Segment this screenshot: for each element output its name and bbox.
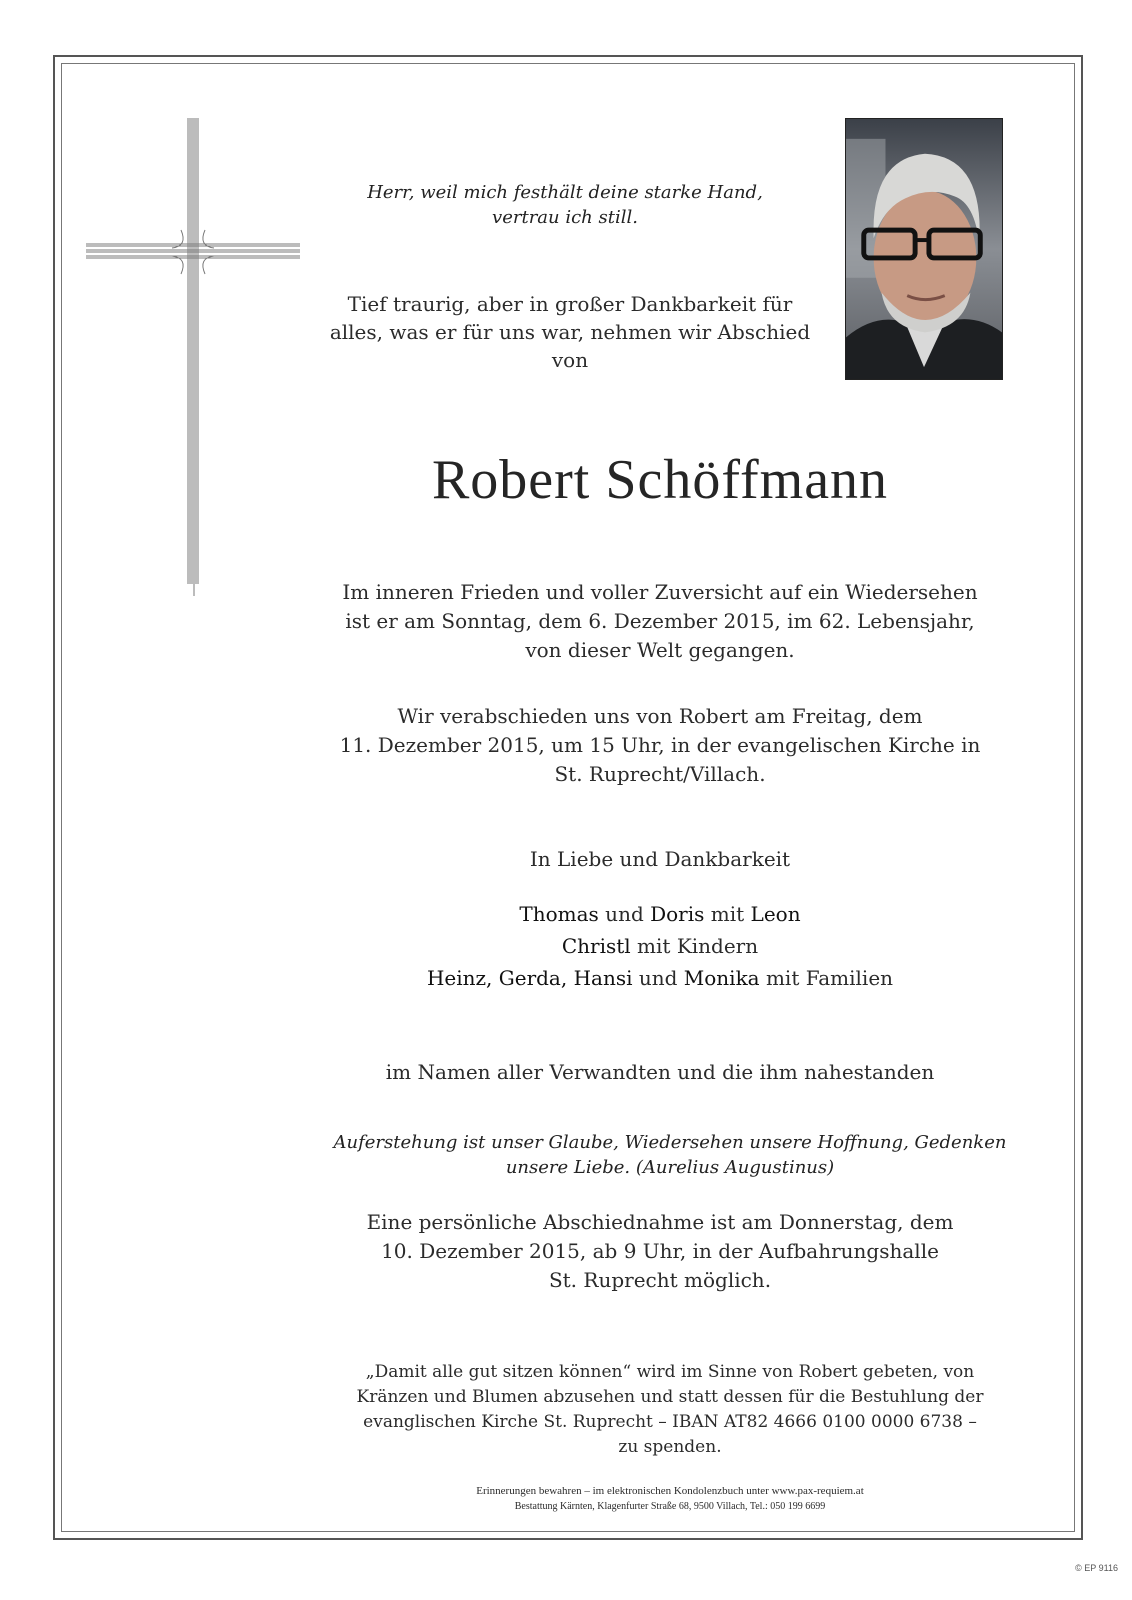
intro-text [300,290,840,374]
quote-line: Auferstehung ist unser Glaube, Wiedersehen unsere Hoffnung, Gedenken [333,1132,1007,1153]
quote-line: unsere Liebe. (Aurelius Augustinus) [505,1157,835,1178]
family-connector: und [632,966,684,990]
intro-line: Tief traurig, aber in großer Dankbarkeit für [347,292,793,316]
family-row [300,898,1020,930]
donation-line: zu spenden. [618,1437,722,1457]
footer-condolence: Erinnerungen bewahren – im elektronischen Kondolenzbuch unter www.pax-requiem.at [476,1485,864,1497]
relatives-line: im Namen aller Verwandten und die ihm nahestanden [385,1060,935,1084]
donation-line: „Damit alle gut sitzen können“ wird im Sinne von Robert gebeten, von [365,1362,975,1382]
family-connector: mit Kindern [630,934,759,958]
donation-note [320,1360,1020,1460]
farewell-line: Wir verabschieden uns von Robert am Freitag, dem [397,704,923,728]
viewing-line: 10. Dezember 2015, ab 9 Uhr, in der Aufbahrungshalle [381,1239,939,1263]
intro-line: alles, was er für uns war, nehmen wir Abschied [329,320,811,344]
family-name: Monika [683,966,760,990]
love-line: In Liebe und Dankbarkeit [529,847,791,871]
family-connector: mit [704,902,751,926]
portrait-photo [845,118,1003,380]
opening-verse [330,180,800,230]
passing-line: von dieser Welt gegangen. [525,638,795,662]
print-code: © EP 9116 [1075,1563,1118,1573]
augustinus-quote [320,1130,1020,1180]
family-connector: und [598,902,651,926]
passing-text [300,578,1020,665]
family-row [300,962,1020,994]
farewell-line: St. Ruprecht/Villach. [554,762,766,786]
passing-line: ist er am Sonntag, dem 6. Dezember 2015, im 62. Lebensjahr, [345,609,975,633]
farewell-text [300,702,1020,789]
viewing-line: Eine persönliche Abschiednahme ist am Donnerstag, dem [366,1210,954,1234]
deceased-name: Robert Schöffmann [431,449,889,511]
passing-line: Im inneren Frieden und voller Zuversicht auf ein Wiedersehen [342,580,978,604]
intro-line: von [551,348,589,372]
family-row [300,930,1020,962]
family-connector: mit Familien [759,966,894,990]
family-name: Thomas [519,902,599,926]
viewing-text [300,1208,1020,1295]
family-name: Doris [650,902,705,926]
cross-icon [86,118,300,608]
family-name: Heinz, Gerda, Hansi [426,966,633,990]
family-list [300,898,1020,994]
verse-line: Herr, weil mich festhält deine starke Hand, [367,182,763,203]
family-name: Christl [561,934,631,958]
footer-address: Bestattung Kärnten, Klagenfurter Straße 68, 9500 Villach, Tel.: 050 199 6699 [514,1501,826,1512]
family-name: Leon [750,902,801,926]
verse-line: vertrau ich still. [492,207,638,228]
viewing-line: St. Ruprecht möglich. [548,1268,772,1292]
donation-line: evanglischen Kirche St. Ruprecht – IBAN AT82 4666 0100 0000 6738 – [363,1412,977,1432]
donation-line: Kränzen und Blumen abzusehen und statt dessen für die Bestuhlung der [356,1387,984,1407]
farewell-line: 11. Dezember 2015, um 15 Uhr, in der evangelischen Kirche in [339,733,981,757]
